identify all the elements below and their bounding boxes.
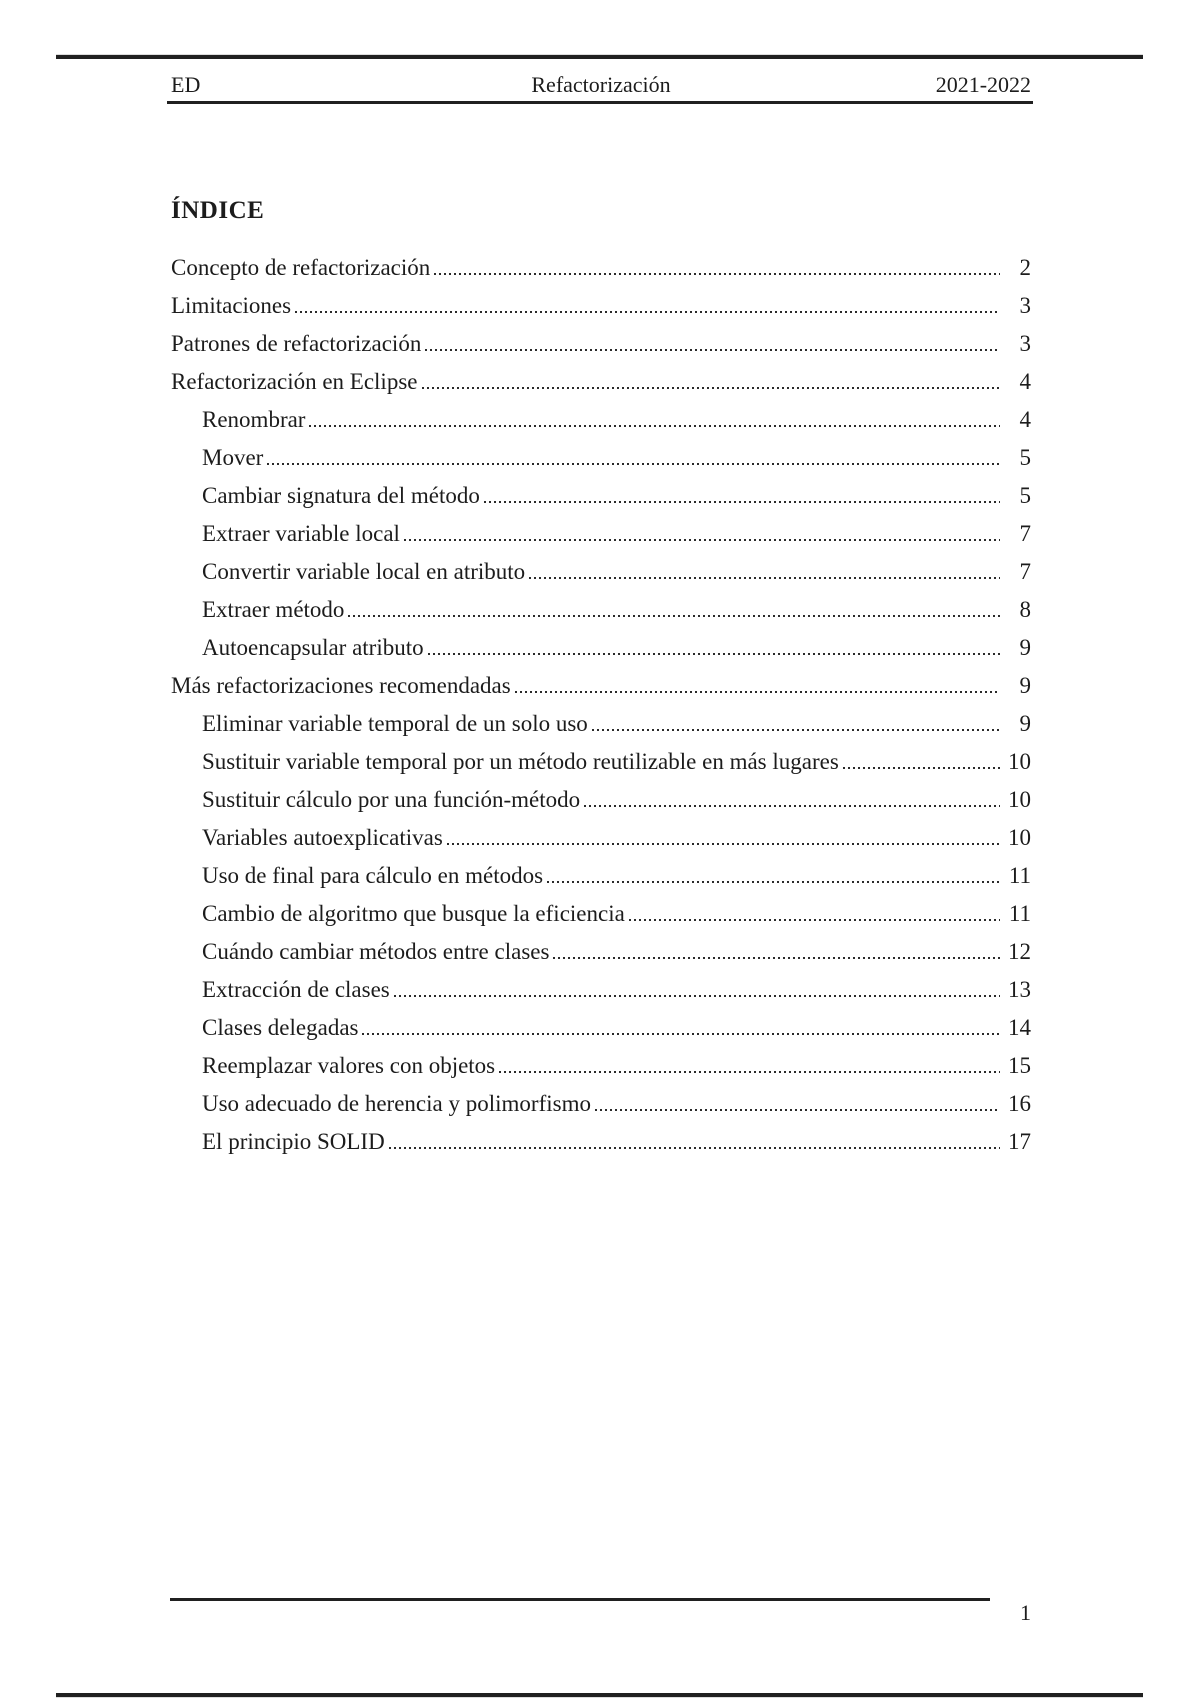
toc-leader-dots [584,805,1000,807]
toc-row [171,1009,1031,1047]
toc-row [171,819,1031,857]
toc-leader-dots [394,995,1000,997]
toc-leader-dots [295,311,1000,313]
toc-entry-label: Eliminar variable temporal de un solo uso [202,711,588,736]
toc-leader-dots [515,691,1000,693]
toc-row [171,363,1031,401]
toc-entry-label: Cambio de algoritmo que busque la eficiencia [202,901,625,926]
toc-entry-page: 5 [1019,483,1031,508]
toc-entry-label: Renombrar [202,407,306,432]
toc-entry-page: 11 [1008,863,1031,888]
toc-leader-dots [592,729,1000,731]
toc-entry-page: 11 [1008,901,1031,926]
header-underline-rule [167,101,1033,104]
index-title: ÍNDICE [171,197,265,224]
header-course-code: ED [171,72,201,97]
toc-entry-page: 4 [1019,407,1031,432]
toc-entry-page: 10 [1008,787,1031,812]
toc-leader-dots [404,539,1000,541]
toc-row [171,1085,1031,1123]
toc-entry-page: 8 [1019,597,1031,622]
toc-row [171,1123,1031,1161]
toc-entry-label: Sustituir variable temporal por un método reutilizable en más lugares [202,749,839,774]
toc-entry-page: 10 [1008,825,1031,850]
toc-entry-label: El principio SOLID [202,1129,385,1154]
toc-row [171,477,1031,515]
toc-entry-label: Uso de final para cálculo en métodos [202,863,544,888]
toc-entry-label: Patrones de refactorización [171,331,422,356]
toc-entry-label: Extraer método [202,597,345,622]
toc-entry-page: 3 [1019,293,1031,318]
toc-entry-page: 10 [1008,749,1031,774]
toc-entry-label: Clases delegadas [202,1015,359,1040]
toc-row [171,667,1031,705]
toc-row [171,591,1031,629]
header-doc-title: Refactorización [531,72,671,97]
toc-leader-dots [425,349,1000,351]
toc-entry-page: 9 [1019,635,1031,660]
toc-row [171,971,1031,1009]
toc-entry-page: 16 [1008,1091,1031,1116]
toc-leader-dots [595,1109,1000,1111]
toc-entry-label: Reemplazar valores con objetos [202,1053,496,1078]
toc-entry-label: Convertir variable local en atributo [202,559,526,584]
toc-entry-label: Más refactorizaciones recomendadas [171,673,511,698]
toc-list [171,249,1031,1161]
toc-entry-page: 14 [1008,1015,1031,1040]
toc-row [171,325,1031,363]
toc-entry-label: Extraer variable local [202,521,400,546]
toc-entry-label: Variables autoexplicativas [202,825,443,850]
toc-entry-label: Limitaciones [171,293,292,318]
toc-row [171,553,1031,591]
top-border-rule [56,55,1143,59]
toc-row [171,781,1031,819]
toc-entry-label: Extracción de clases [202,977,390,1002]
toc-entry-page: 9 [1019,711,1031,736]
toc-entry-page: 17 [1008,1129,1031,1154]
toc-leader-dots [267,463,1000,465]
toc-row [171,287,1031,325]
toc-row [171,895,1031,933]
header-year: 2021-2022 [935,72,1032,97]
toc-entry-page: 12 [1008,939,1031,964]
toc-row [171,249,1031,287]
toc-leader-dots [447,843,1000,845]
toc-entry-page: 7 [1019,521,1031,546]
toc-leader-dots [547,881,1000,883]
toc-leader-dots [499,1071,1000,1073]
toc-row [171,1047,1031,1085]
toc-entry-label: Concepto de refactorización [171,255,431,280]
toc-entry-page: 9 [1019,673,1031,698]
toc-leader-dots [389,1147,1000,1149]
toc-entry-label: Autoencapsular atributo [202,635,424,660]
footer-rule [170,1598,990,1601]
toc-entry-page: 4 [1019,369,1031,394]
toc-row [171,439,1031,477]
toc-row [171,629,1031,667]
toc-entry-label: Cambiar signatura del método [202,483,480,508]
toc-leader-dots [422,387,1001,389]
bottom-border-rule [56,1693,1143,1697]
toc-row [171,743,1031,781]
toc-row [171,515,1031,553]
page-header [171,71,1031,98]
toc-leader-dots [348,615,1000,617]
toc-row [171,401,1031,439]
toc-entry-page: 7 [1019,559,1031,584]
toc-leader-dots [553,957,1000,959]
toc-entry-page: 15 [1008,1053,1031,1078]
footer-page-number: 1 [1020,1600,1031,1625]
toc-entry-page: 3 [1019,331,1031,356]
toc-leader-dots [529,577,1000,579]
toc-entry-page: 5 [1019,445,1031,470]
toc-entry-page: 13 [1008,977,1031,1002]
toc-entry-label: Refactorización en Eclipse [171,369,418,394]
toc-leader-dots [362,1033,1000,1035]
toc-leader-dots [843,767,1000,769]
toc-entry-page: 2 [1019,255,1031,280]
toc-leader-dots [629,919,1000,921]
toc-leader-dots [309,425,1000,427]
toc-entry-label: Sustituir cálculo por una función-método [202,787,581,812]
toc-leader-dots [434,273,1000,275]
toc-row [171,933,1031,971]
toc-entry-label: Cuándo cambiar métodos entre clases [202,939,550,964]
toc-row [171,705,1031,743]
toc-entry-label: Mover [202,445,264,470]
toc-leader-dots [484,501,1000,503]
toc-row [171,857,1031,895]
toc-entry-label: Uso adecuado de herencia y polimorfismo [202,1091,591,1116]
toc-leader-dots [428,653,1000,655]
